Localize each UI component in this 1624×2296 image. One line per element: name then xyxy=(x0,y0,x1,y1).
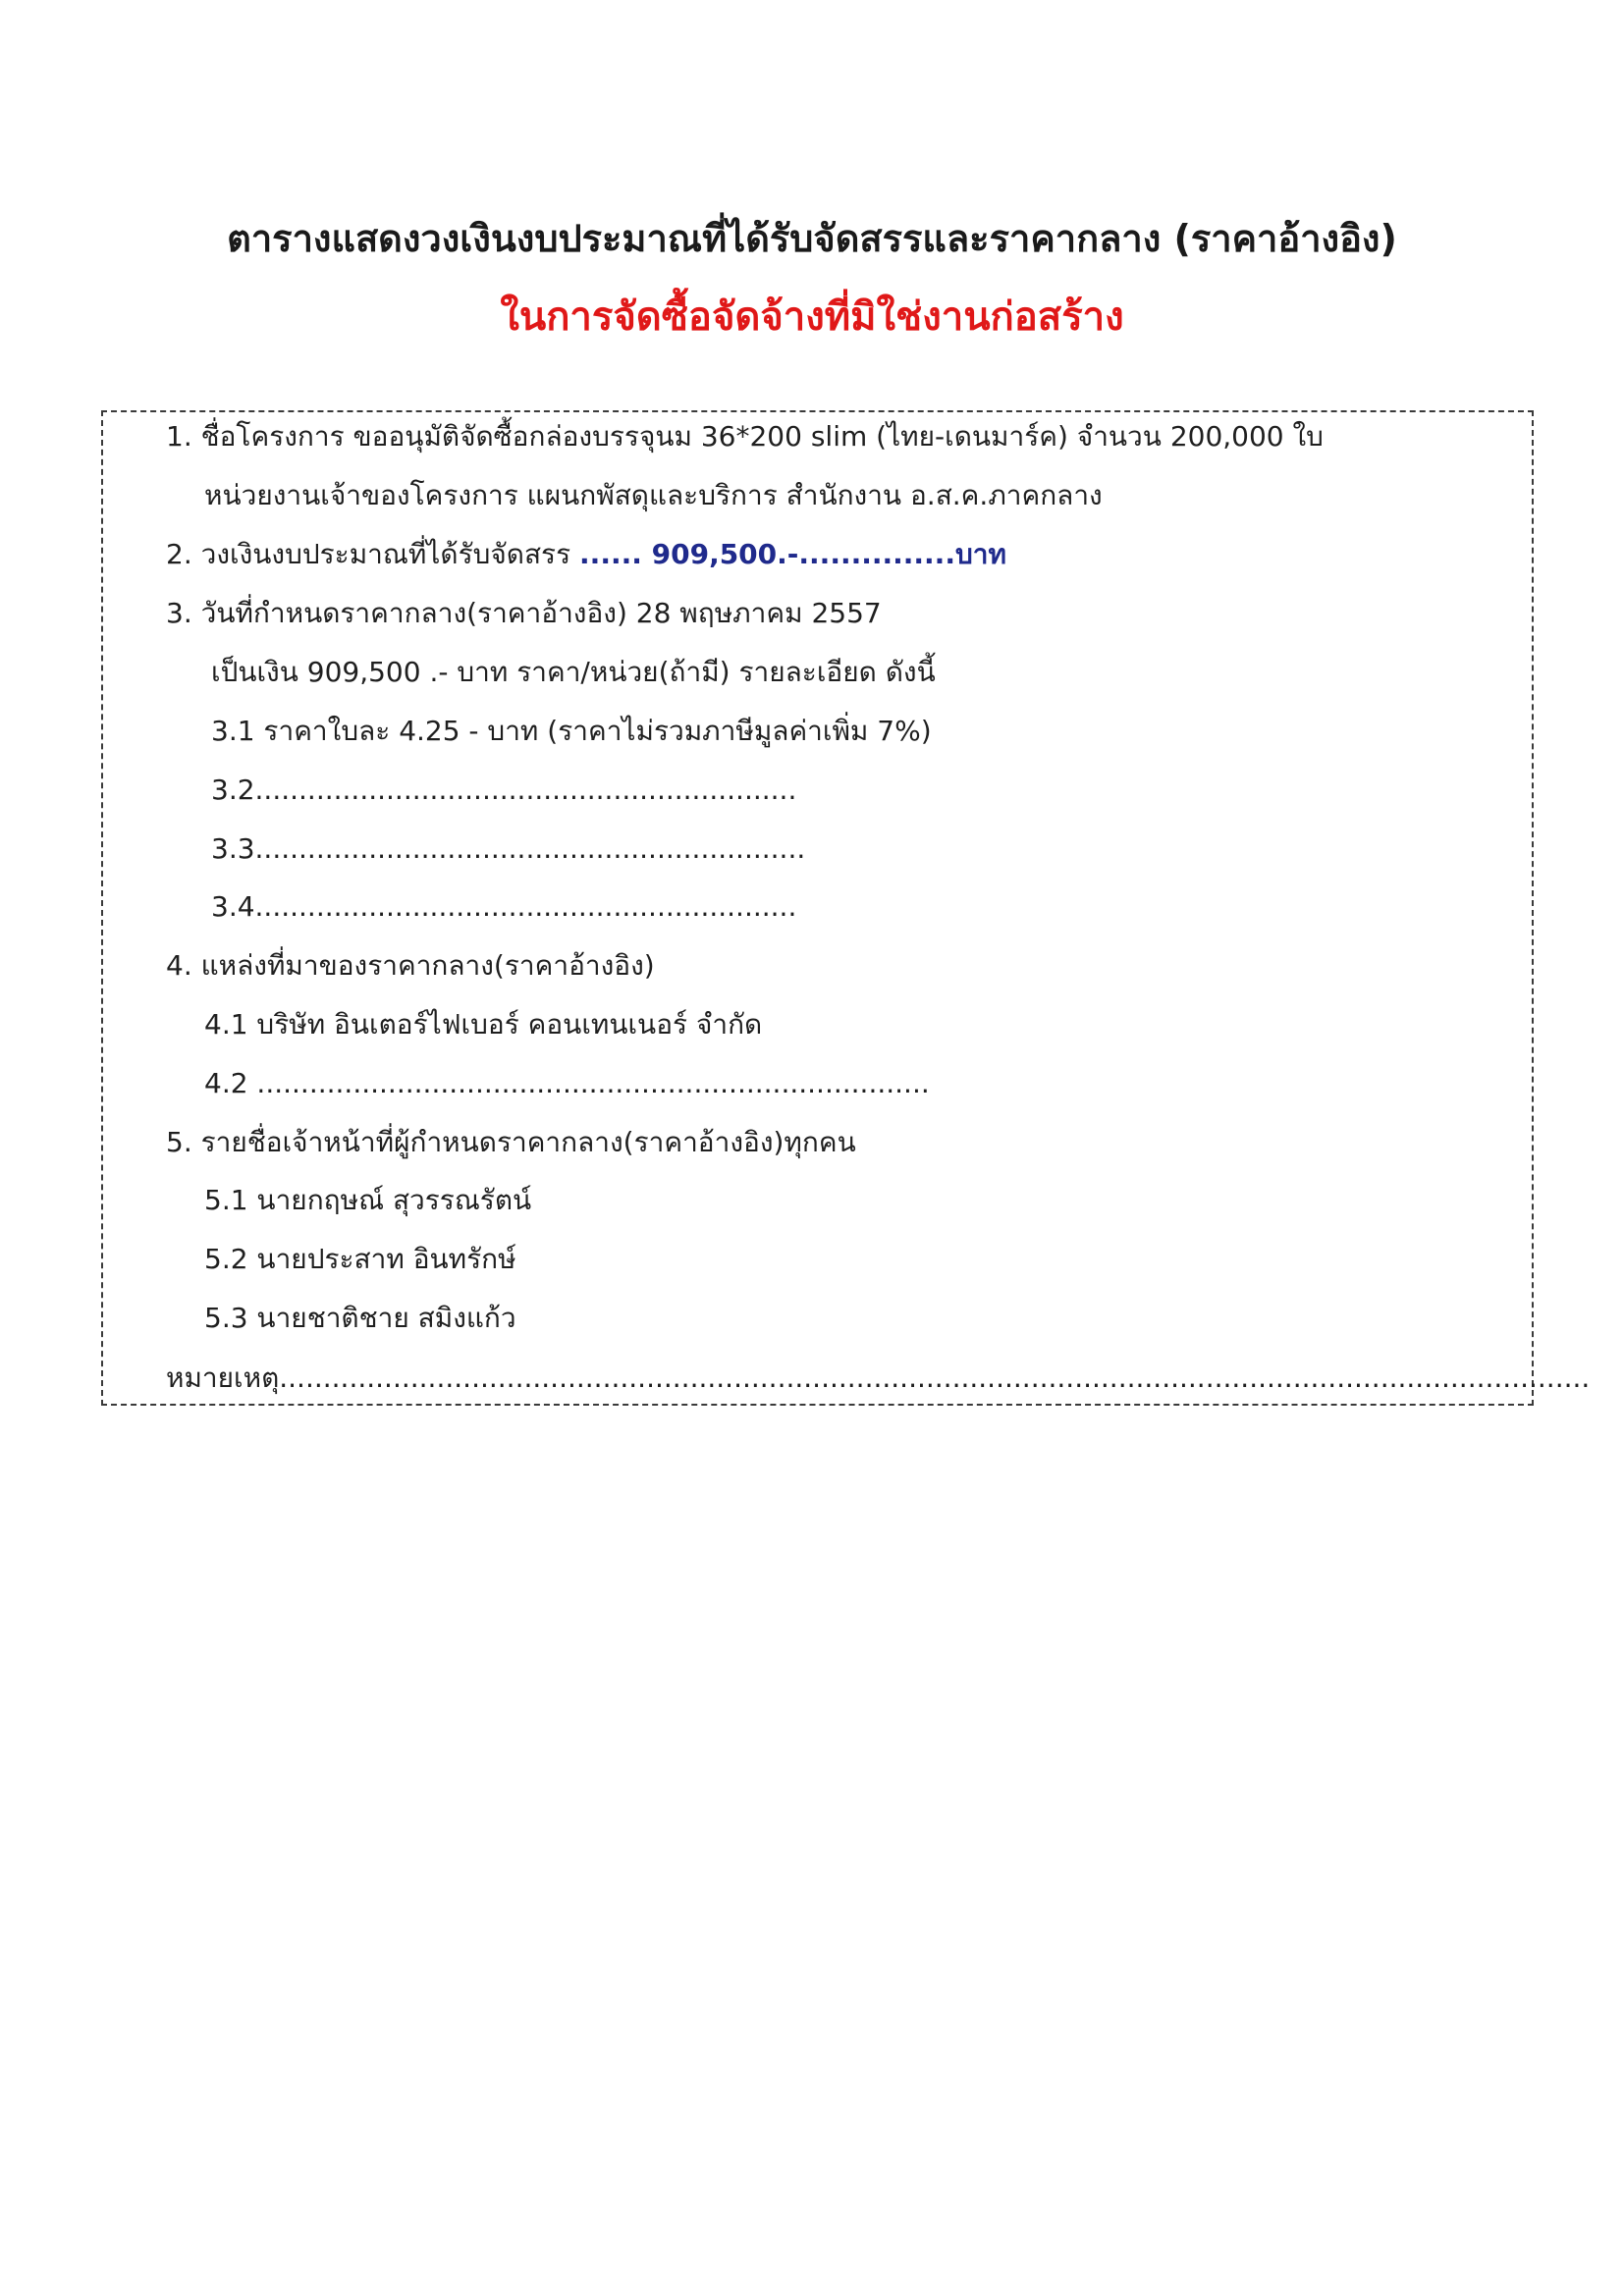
budget-row xyxy=(166,537,1006,572)
page-subtitle: ในการจัดซื้อจัดจ้างที่มิใช่งานก่อสร้าง xyxy=(500,294,1124,340)
source-item-2: 4.2 ............................................................................. xyxy=(204,1067,930,1099)
source-item-1: 4.1 บริษัท อินเตอร์ไฟเบอร์ คอนเทนเนอร์ จำกัด xyxy=(204,1008,763,1041)
reference-detail: เป็นเงิน 909,500 .- บาท ราคา/หน่วย(ถ้ามี) รายละเอียด ดังนี้ xyxy=(211,656,936,688)
price-item-3: 3.3............................................................... xyxy=(211,832,806,865)
price-item-1: 3.1 ราคาใบละ 4.25 - บาท (ราคาไม่รวมภาษีมูลค่าเพิ่ม 7%) xyxy=(211,715,932,747)
price-item-2: 3.2.............................................................. xyxy=(211,774,797,806)
committee-member-2: 5.2 นายประสาท อินทรักษ์ xyxy=(204,1243,516,1275)
committee-heading: 5. รายชื่อเจ้าหน้าที่ผู้กำหนดราคากลาง(ราคาอ้างอิง)ทุกคน xyxy=(166,1126,856,1158)
committee-member-1: 5.1 นายกฤษณ์ สุวรรณรัตน์ xyxy=(204,1184,532,1216)
remark: หมายเหตุ...................................................................................................................................................... xyxy=(166,1362,1591,1394)
price-source: 4. แหล่งที่มาของราคากลาง(ราคาอ้างอิง) xyxy=(166,949,655,982)
price-item-4: 3.4.............................................................. xyxy=(211,890,797,923)
project-owner: หน่วยงานเจ้าของโครงการ แผนกพัสดุและบริการ สำนักงาน อ.ส.ค.ภาคกลาง xyxy=(204,479,1103,511)
budget-label: 2. วงเงินงบประมาณที่ได้รับจัดสรร xyxy=(166,538,571,570)
form-box xyxy=(101,410,1591,1406)
project-name: 1. ชื่อโครงการ ขออนุมัติจัดซื้อกล่องบรรจุนม 36*200 slim (ไทย-เดนมาร์ค) จำนวน 200,000 ใบ xyxy=(166,420,1324,453)
page-title: ตารางแสดงวงเงินงบประมาณที่ได้รับจัดสรรและราคากลาง (ราคาอ้างอิง) xyxy=(227,217,1397,260)
reference-date: 3. วันที่กำหนดราคากลาง(ราคาอ้างอิง) 28 พฤษภาคม 2557 xyxy=(166,597,882,629)
budget-amount: ...... 909,500.-...............บาท xyxy=(579,538,1006,570)
committee-member-3: 5.3 นายชาติชาย สมิงแก้ว xyxy=(204,1302,516,1334)
